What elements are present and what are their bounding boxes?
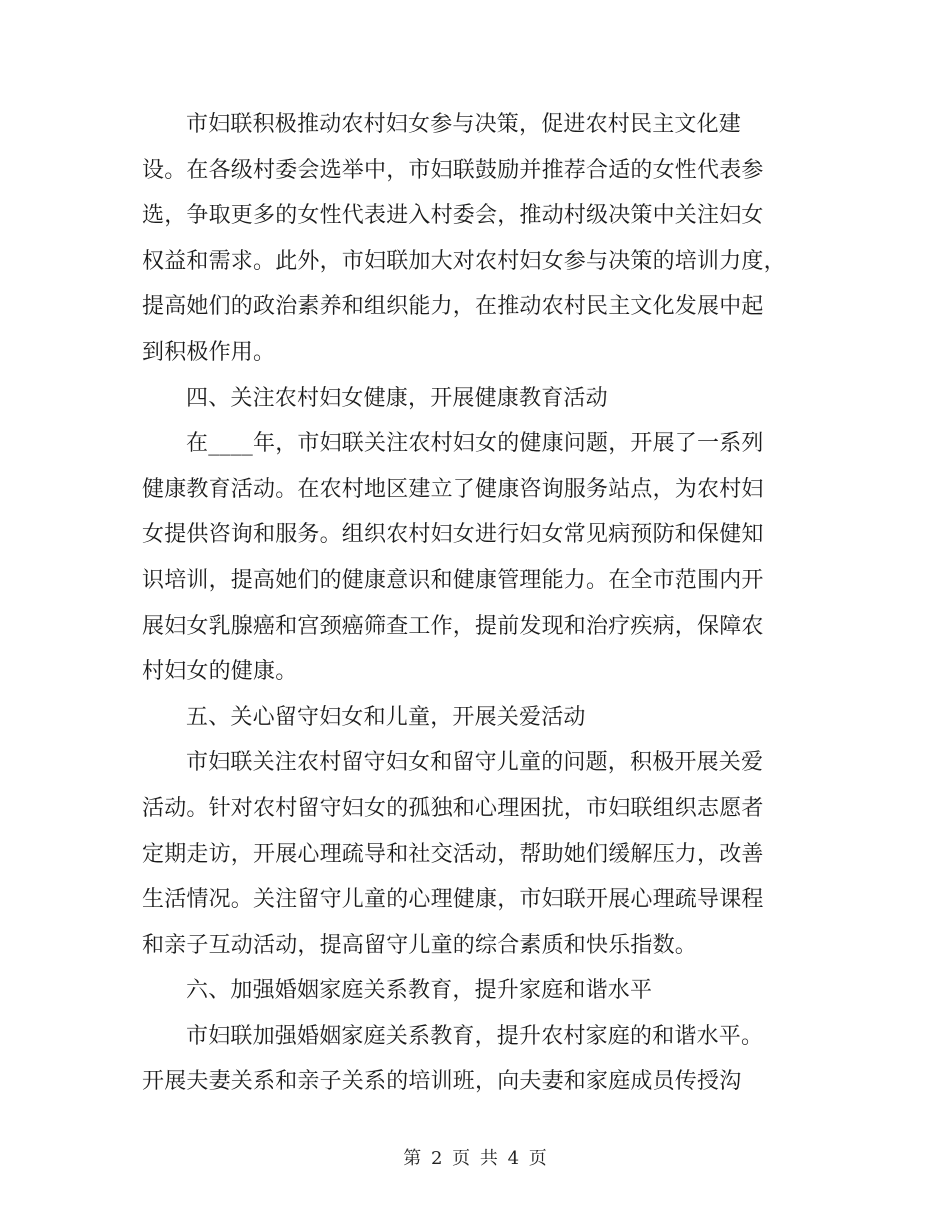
section-heading: 五、关心留守妇女和儿童，开展关爱活动 — [186, 704, 586, 730]
section-heading: 六、加强婚姻家庭关系教育，提升家庭和谐水平 — [186, 978, 653, 1004]
text-line: 在____年，市妇联关注农村妇女的健康问题，开展了一系列 — [186, 431, 764, 457]
text-line: 村妇女的健康。 — [142, 659, 298, 685]
text-line: 到积极作用。 — [142, 339, 276, 365]
text-line: 活动。针对农村留守妇女的孤独和心理困扰，市妇联组织志愿者 — [142, 795, 764, 821]
section-heading: 四、关注农村妇女健康，开展健康教育活动 — [186, 385, 608, 411]
text-line: 提高她们的政治素养和组织能力，在推动农村民主文化发展中起 — [142, 294, 764, 320]
text-line: 市妇联积极推动农村妇女参与决策，促进农村民主文化建 — [186, 112, 742, 137]
text-line: 市妇联加强婚姻家庭关系教育，提升农村家庭的和谐水平。 — [186, 1023, 764, 1049]
text-line: 设。在各级村委会选举中，市妇联鼓励并推荐合适的女性代表参 — [142, 157, 764, 183]
text-line: 女提供咨询和服务。组织农村妇女进行妇女常见病预防和保健知 — [142, 522, 764, 548]
text-line: 市妇联关注农村留守妇女和留守儿童的问题，积极开展关爱 — [186, 750, 764, 776]
text-line: 定期走访，开展心理疏导和社交活动，帮助她们缓解压力，改善 — [142, 841, 764, 867]
text-line: 和亲子互动活动，提高留守儿童的综合素质和快乐指数。 — [142, 932, 698, 958]
document-body — [142, 102, 807, 1105]
text-line: 健康教育活动。在农村地区建立了健康咨询服务站点，为农村妇 — [142, 476, 764, 502]
text-line: 开展夫妻关系和亲子关系的培训班，向夫妻和家庭成员传授沟 — [142, 1069, 742, 1095]
text-line: 权益和需求。此外，市妇联加大对农村妇女参与决策的培训力度， — [142, 248, 786, 274]
text-line: 识培训，提高她们的健康意识和健康管理能力。在全市范围内开 — [142, 567, 764, 593]
text-line: 选，争取更多的女性代表进入村委会，推动村级决策中关注妇女 — [142, 203, 764, 229]
text-line: 展妇女乳腺癌和宫颈癌筛查工作，提前发现和治疗疾病，保障农 — [142, 613, 764, 639]
page-number-footer: 第 2 页 共 4 页 — [403, 1148, 547, 1169]
text-line: 生活情况。关注留守儿童的心理健康，市妇联开展心理疏导课程 — [142, 887, 764, 913]
